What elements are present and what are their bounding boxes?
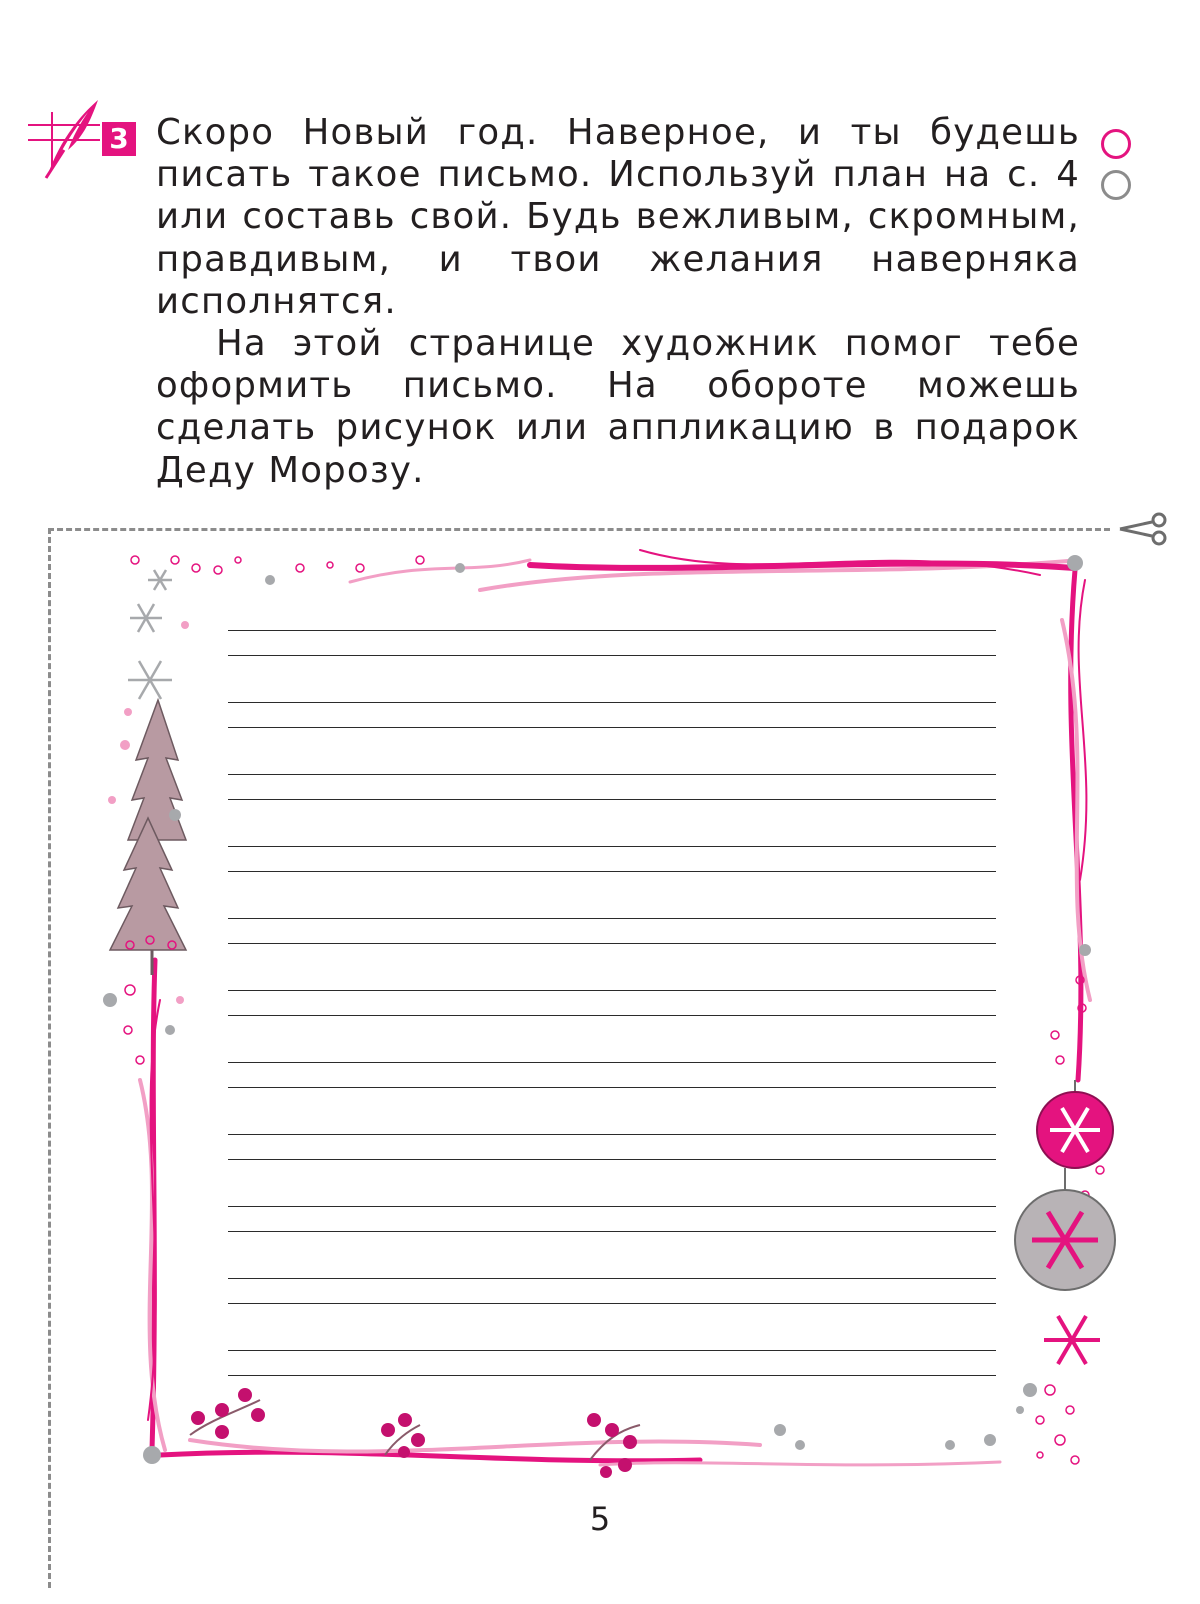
berry-branch-icon: [190, 1388, 640, 1478]
writing-line[interactable]: [228, 1159, 996, 1160]
writing-line[interactable]: [228, 1206, 996, 1207]
writing-line[interactable]: [228, 846, 996, 847]
writing-line[interactable]: [228, 1375, 996, 1376]
writing-line[interactable]: [228, 871, 996, 872]
writing-line[interactable]: [228, 1303, 996, 1304]
task-paragraph-2: На этой странице художник помог тебе оформить письмо. На обороте можешь сделать рисунок или аппликацию в подарок Деду Морозу.: [156, 323, 1080, 491]
writing-line[interactable]: [228, 799, 996, 800]
writing-line[interactable]: [228, 990, 996, 991]
writing-line[interactable]: [228, 918, 996, 919]
christmas-tree-icon: [110, 700, 186, 975]
writing-line[interactable]: [228, 1350, 996, 1351]
writing-line[interactable]: [228, 1278, 996, 1279]
writing-line[interactable]: [228, 774, 996, 775]
writing-line[interactable]: [228, 655, 996, 656]
writing-line[interactable]: [228, 1087, 996, 1088]
task-paragraph-1: Скоро Новый год. Наверное, и ты будешь писать такое письмо. Используй план на с. 4 или составь свой. Будь вежливым, скромным, правдивым, и твои желания наверняка исполнятся.: [156, 112, 1080, 322]
writing-line[interactable]: [228, 727, 996, 728]
page-number: 5: [589, 1500, 611, 1538]
writing-line[interactable]: [228, 943, 996, 944]
writing-line[interactable]: [228, 1015, 996, 1016]
writing-line[interactable]: [228, 1134, 996, 1135]
task-number-badge: 3: [102, 122, 136, 156]
snowflake-icon: [128, 570, 172, 699]
christmas-ornament-icon: [1015, 1080, 1115, 1364]
writing-line[interactable]: [228, 630, 996, 631]
writing-line[interactable]: [228, 1231, 996, 1232]
writing-line[interactable]: [228, 1062, 996, 1063]
writing-line[interactable]: [228, 702, 996, 703]
